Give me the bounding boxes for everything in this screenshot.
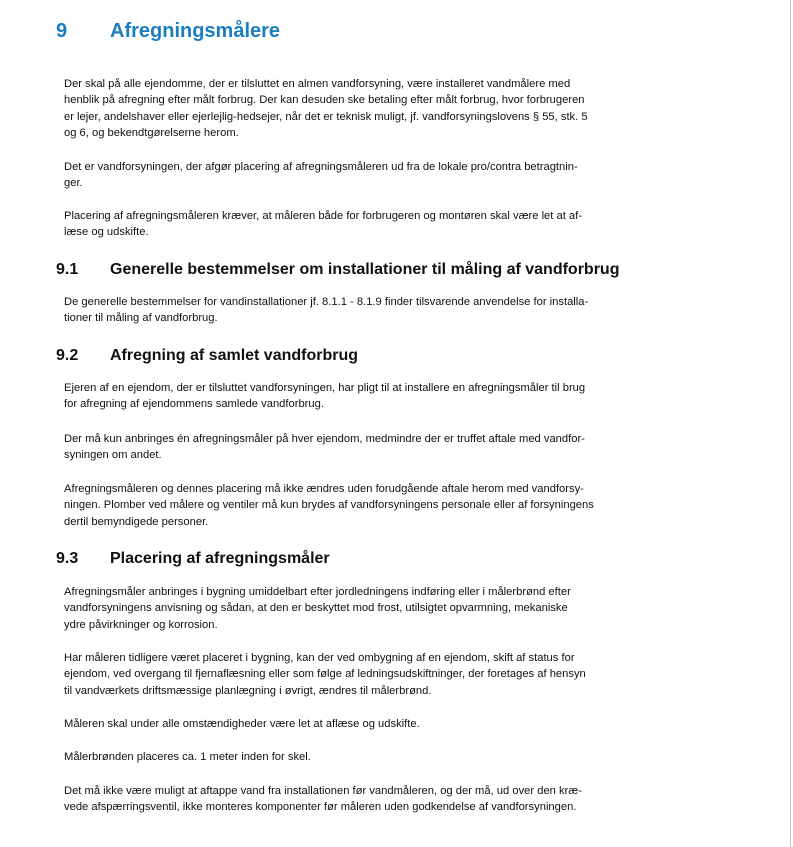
paragraph-9-3-4 <box>64 749 654 765</box>
text-line: henblik på afregning efter målt forbrug. Der kan desuden ske betaling efter målt forbrug, hvor forbrugeren <box>64 94 585 107</box>
subsection-number: 9.3 <box>56 550 79 567</box>
subsection-title: Afregning af samlet vandforbrug <box>110 347 359 364</box>
text-line: Der må kun anbringes én afregningsmåler på hver ejendom, medmindre der er truffet aftale med vandfor- <box>64 433 585 445</box>
text-line: Det er vandforsyningen, der afgør placering af afregningsmåleren ud fra de lokale pro/contra betragtnin- <box>64 161 578 173</box>
text-line: De generelle bestemmelser for vandinstallationer jf. 8.1.1 - 8.1.9 finder tilsvarende anvendelse for installa- <box>64 296 589 308</box>
text-line: ejendom, ved overgang til fjernaflæsning eller som følge af ledningsudskiftninger, der foretages af hensyn <box>64 668 586 681</box>
text-line: Har måleren tidligere været placeret i bygning, kan der ved ombygning af en ejendom, skift af status for <box>64 652 575 664</box>
text-line: læse og udskifte. <box>64 226 149 239</box>
page-edge <box>790 0 791 847</box>
text-line: Afregningsmåleren og dennes placering må ikke ændres uden forudgående aftale herom med vandforsy- <box>64 483 584 495</box>
intro-paragraph-3 <box>64 208 654 241</box>
text-line: dertil bemyndigede personer. <box>64 515 209 528</box>
paragraph-9-2-1 <box>64 380 654 413</box>
text-line: til vandværkets driftsmæssige planlægning i øvrigt, ændres til målerbrønd. <box>64 684 432 697</box>
subsection-number: 9.2 <box>56 347 79 364</box>
text-line: Måleren skal under alle omstændigheder være let at aflæse og udskifte. <box>64 718 420 730</box>
subsection-number: 9.1 <box>56 261 79 278</box>
text-line: Afregningsmåler anbringes i bygning umiddelbart efter jordledningens indføring eller i målerbrønd efter <box>64 586 571 598</box>
text-line: Placering af afregningsmåleren kræver, at måleren både for forbrugeren og montøren skal være let at af- <box>64 210 582 222</box>
text-line: ningen. Plomber ved målere og ventiler må kun brydes af vandforsyningens personale eller af forsyningens <box>64 499 594 512</box>
text-line: Målerbrønden placeres ca. 1 meter inden for skel. <box>64 751 311 763</box>
paragraph-9-3-2 <box>64 650 654 699</box>
section-heading <box>0 18 700 48</box>
text-line: Ejeren af en ejendom, der er tilsluttet vandforsyningen, har pligt til at installere en afregningsmåler til brug <box>64 382 586 394</box>
text-line: syningen om andet. <box>64 449 162 462</box>
subsection-title: Generelle bestemmelser om installationer til måling af vandforbrug <box>110 261 620 278</box>
section-number: 9 <box>56 20 68 42</box>
text-line: Der skal på alle ejendomme, der er tilsluttet en almen vandforsyning, være installeret vandmålere med <box>64 78 571 90</box>
text-line: ydre påvirkninger og korrosion. <box>64 618 218 631</box>
section-title: Afregningsmålere <box>110 20 281 42</box>
text-line: for afregning af ejendommens samlede vandforbrug. <box>64 398 324 411</box>
text-line: Det må ikke være muligt at aftappe vand fra installationen før vandmåleren, og der må, ud over den kræ- <box>64 785 582 797</box>
text-line: er lejer, andelshaver eller ejerlejlig-hedsejer, når det er teknisk muligt, jf. vandforsyningslovens § 55, stk. 5 <box>64 110 588 123</box>
text-line: vandforsyningens anvisning og sådan, at den er beskyttet mod frost, utilsigtet opvarmning, mekaniske <box>64 602 568 615</box>
subsection-heading-9-1 <box>0 261 720 285</box>
paragraph-9-3-1 <box>64 584 654 633</box>
text-line: tioner til måling af vandforbrug. <box>64 312 218 325</box>
text-line: vede afspærringsventil, ikke monteres komponenter før måleren uden godkendelse af vandforsyningen. <box>64 801 577 814</box>
paragraph-9-1-1 <box>64 294 654 327</box>
subsection-heading-9-3 <box>0 550 720 574</box>
text-line: og 6, og bekendtgørelserne herom. <box>64 126 239 139</box>
subsection-title: Placering af afregningsmåler <box>110 550 330 567</box>
paragraph-9-3-3 <box>64 716 654 732</box>
text-line: ger. <box>64 177 83 190</box>
paragraph-9-2-3 <box>64 481 654 530</box>
intro-paragraph-2 <box>64 159 654 192</box>
subsection-heading-9-2 <box>0 347 720 371</box>
paragraph-9-2-2 <box>64 431 654 464</box>
intro-paragraph-1 <box>64 76 654 141</box>
paragraph-9-3-5 <box>64 783 654 816</box>
